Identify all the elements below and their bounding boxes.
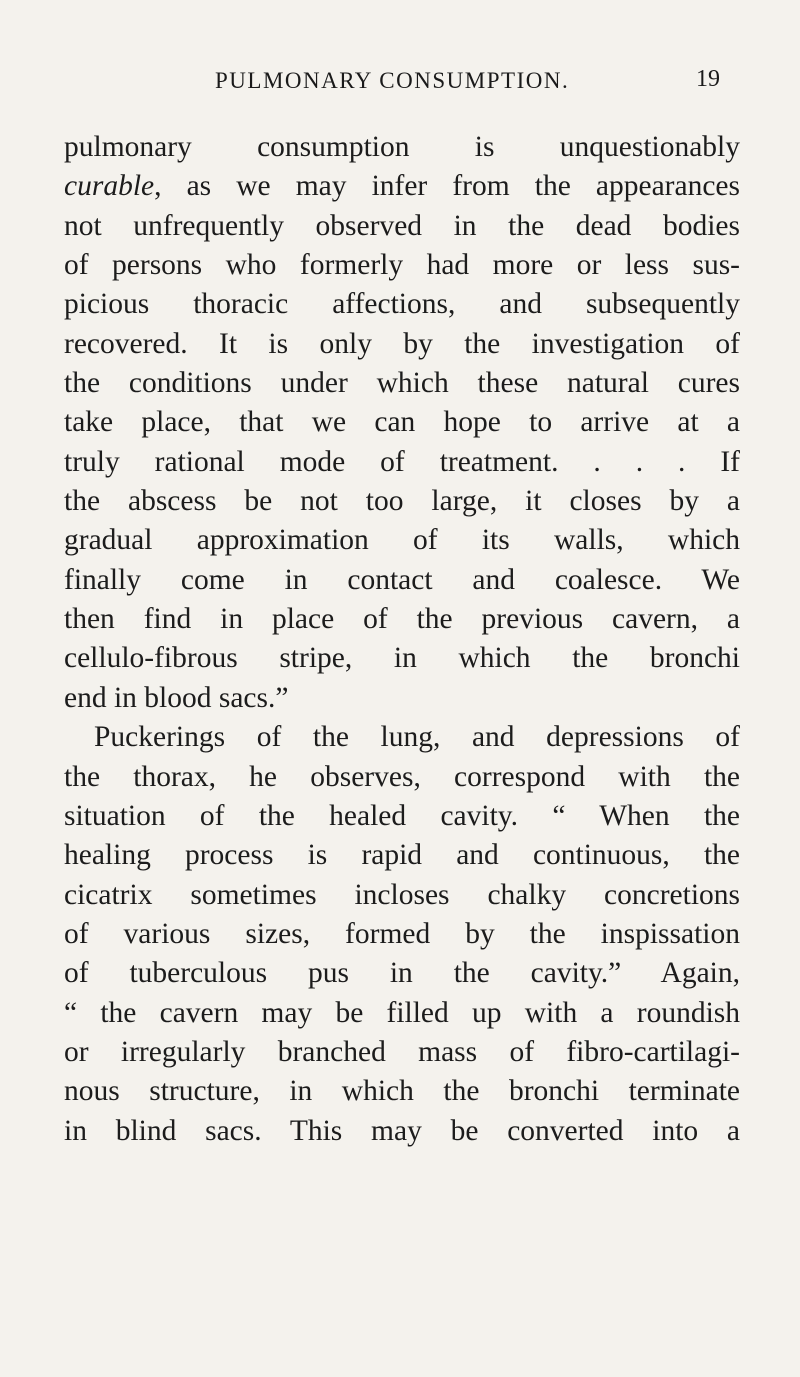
emphasized-word: curable bbox=[64, 170, 155, 203]
text-line: curable, as we may infer from the appearances bbox=[64, 170, 740, 203]
text-line: in blind sacs. This may be converted into a bbox=[64, 1114, 740, 1147]
text-line: cellulo-fibrous stripe, in which the bronchi bbox=[64, 642, 740, 675]
page-number: 19 bbox=[696, 66, 720, 92]
text-line: the conditions under which these natural cures bbox=[64, 367, 740, 400]
text-line: Puckerings of the lung, and depressions of bbox=[94, 721, 740, 754]
text-line: pulmonary consumption is unquestionably bbox=[64, 131, 740, 163]
text-line: cicatrix sometimes incloses chalky concretions bbox=[64, 878, 740, 911]
text-line: finally come in contact and coalesce. We bbox=[64, 563, 740, 596]
text-line: recovered. It is only by the investigation of bbox=[64, 327, 740, 360]
running-head: PULMONARY CONSUMPTION. bbox=[215, 68, 570, 93]
text-line: healing process is rapid and continuous, the bbox=[64, 839, 740, 872]
text-line: truly rational mode of treatment. . . . If bbox=[64, 445, 740, 478]
text-line: situation of the healed cavity. “ When the bbox=[64, 799, 740, 832]
text-line: “ the cavern may be filled up with a roundish bbox=[64, 996, 740, 1029]
body-text bbox=[64, 128, 740, 1151]
text-line: picious thoracic affections, and subsequently bbox=[64, 288, 740, 321]
text-line: gradual approximation of its walls, which bbox=[64, 524, 740, 557]
text-line: the thorax, he observes, correspond with the bbox=[64, 760, 740, 793]
text-line: not unfrequently observed in the dead bodies bbox=[64, 209, 740, 242]
text-line: end in blood sacs.” bbox=[64, 681, 289, 714]
text-line: of various sizes, formed by the inspissation bbox=[64, 917, 740, 950]
text-line: then find in place of the previous cavern, a bbox=[64, 603, 740, 636]
text-line: take place, that we can hope to arrive at a bbox=[64, 406, 740, 439]
text-line: or irregularly branched mass of fibro-cartilagi- bbox=[64, 1035, 740, 1068]
text-line: nous structure, in which the bronchi terminate bbox=[64, 1075, 740, 1108]
text-line: the abscess be not too large, it closes by a bbox=[64, 485, 740, 518]
text-line: of persons who formerly had more or less sus- bbox=[64, 249, 740, 282]
text-line: of tuberculous pus in the cavity.” Again, bbox=[64, 957, 740, 990]
